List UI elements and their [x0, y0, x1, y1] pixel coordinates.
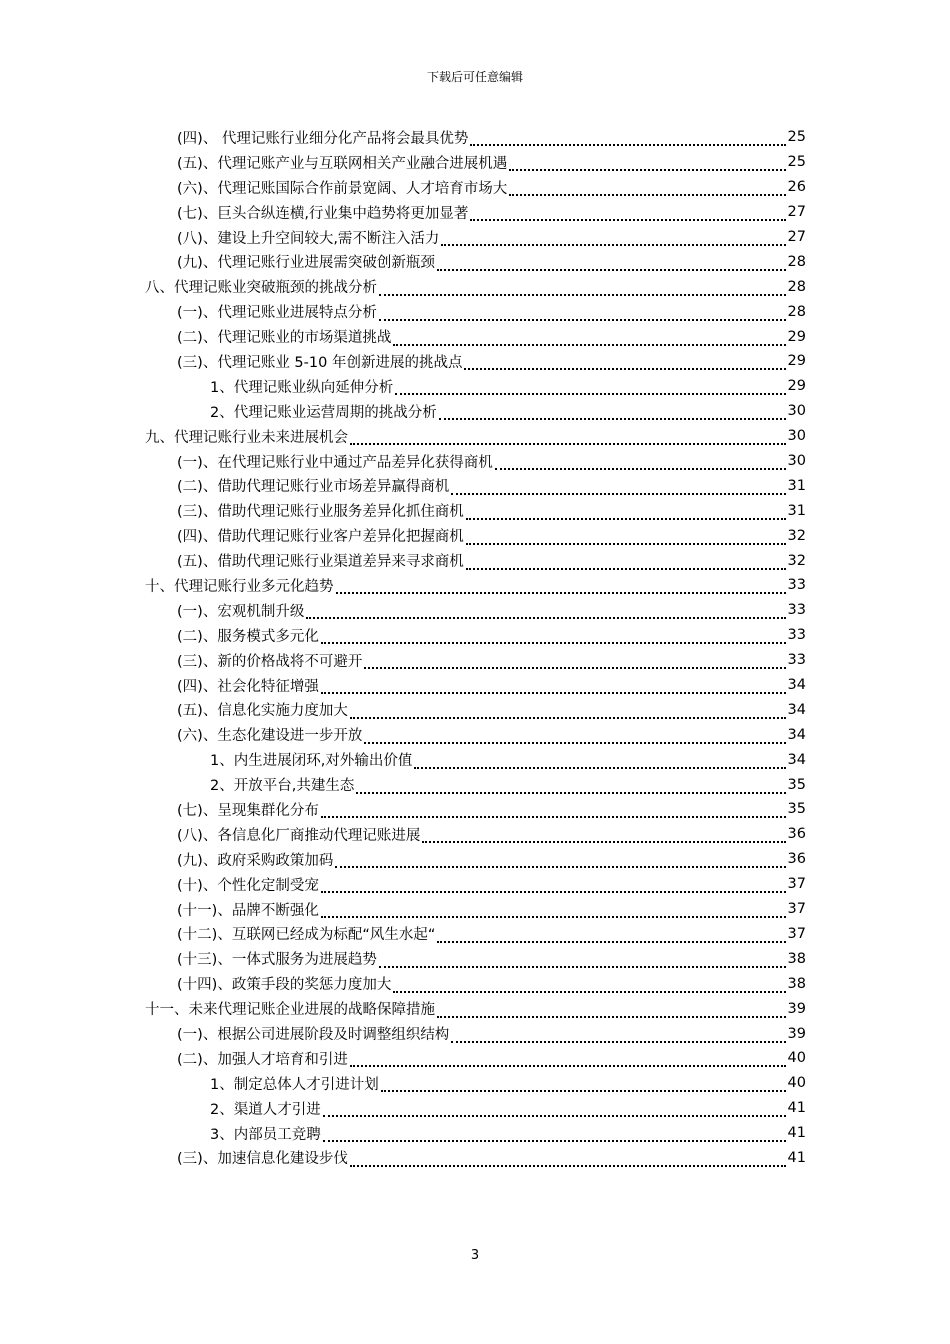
toc-entry[interactable] — [0, 374, 806, 399]
toc-entry-title: (二)、代理记账业的市场渠道挑战 — [177, 330, 392, 347]
toc-entry[interactable] — [0, 772, 806, 797]
toc-entry[interactable] — [0, 872, 806, 897]
toc-entry-page: 36 — [787, 851, 806, 868]
toc-dot-leader — [321, 628, 786, 644]
toc-entry-title: (七)、巨头合纵连横,行业集中趋势将更加显著 — [177, 205, 469, 222]
toc-dot-leader — [321, 877, 786, 893]
toc-entry[interactable] — [0, 1096, 806, 1121]
toc-entry-title: (三)、加速信息化建设步伐 — [177, 1151, 348, 1168]
toc-entry[interactable] — [0, 150, 806, 175]
toc-entry-title: (五)、代理记账产业与互联网相关产业融合进展机遇 — [177, 155, 508, 172]
toc-entry[interactable] — [0, 996, 806, 1021]
toc-entry[interactable] — [0, 847, 806, 872]
toc-entry[interactable] — [0, 324, 806, 349]
toc-entry-title: (十四)、政策手段的奖惩力度加大 — [177, 977, 392, 994]
toc-dot-leader — [321, 902, 786, 918]
toc-dot-leader — [350, 1051, 786, 1067]
toc-entry[interactable] — [0, 623, 806, 648]
toc-entry-title: (九)、代理记账行业进展需突破创新瓶颈 — [177, 255, 435, 272]
toc-dot-leader — [379, 952, 786, 968]
toc-entry-page: 32 — [787, 527, 806, 544]
toc-dot-leader — [321, 802, 786, 818]
toc-entry-page: 35 — [787, 801, 806, 818]
toc-entry-page: 31 — [787, 502, 806, 519]
toc-dot-leader — [306, 603, 785, 619]
toc-entry[interactable] — [0, 822, 806, 847]
toc-entry[interactable] — [0, 946, 806, 971]
toc-entry[interactable] — [0, 673, 806, 698]
toc-entry[interactable] — [0, 424, 806, 449]
toc-dot-leader — [451, 479, 785, 495]
toc-entry-title: (八)、各信息化厂商推动代理记账进展 — [177, 827, 421, 844]
toc-entry[interactable] — [0, 225, 806, 250]
toc-entry-page: 32 — [787, 552, 806, 569]
toc-entry-page: 30 — [787, 428, 806, 445]
toc-dot-leader — [466, 554, 786, 570]
toc-dot-leader — [495, 454, 786, 470]
toc-dot-leader — [441, 230, 785, 246]
toc-entry-page: 29 — [787, 378, 806, 395]
toc-entry-page: 31 — [787, 477, 806, 494]
toc-entry-title: (八)、建设上升空间较大,需不断注入活力 — [177, 230, 440, 247]
toc-entry[interactable] — [0, 498, 806, 523]
toc-dot-leader — [470, 205, 785, 221]
toc-entry-title: (二)、借助代理记账行业市场差异赢得商机 — [177, 479, 450, 496]
toc-entry-title: (十二)、互联网已经成为标配“风生水起“ — [177, 927, 436, 944]
toc-entry-page: 34 — [787, 726, 806, 743]
toc-dot-leader — [437, 255, 786, 271]
toc-dot-leader — [379, 280, 786, 296]
toc-entry-title: (四)、 代理记账行业细分化产品将会最具优势 — [177, 130, 469, 147]
toc-entry-title: (三)、新的价格战将不可避开 — [177, 653, 363, 670]
toc-entry-title: 2、渠道人才引进 — [210, 1101, 321, 1118]
toc-entry-title: 2、代理记账业运营周期的挑战分析 — [210, 404, 437, 421]
toc-entry-page: 25 — [787, 129, 806, 146]
toc-dot-leader — [509, 155, 785, 171]
toc-entry-title: (七)、呈现集群化分布 — [177, 802, 319, 819]
toc-entry-page: 29 — [787, 328, 806, 345]
toc-entry-page: 40 — [787, 1075, 806, 1092]
toc-entry-page: 33 — [787, 602, 806, 619]
toc-entry[interactable] — [0, 797, 806, 822]
toc-entry-page: 36 — [787, 826, 806, 843]
toc-entry-title: 1、制定总体人才引进计划 — [210, 1076, 379, 1093]
toc-dot-leader — [464, 354, 785, 370]
toc-dot-leader — [350, 703, 786, 719]
toc-entry-page: 34 — [787, 701, 806, 718]
toc-entry[interactable] — [0, 1046, 806, 1071]
toc-entry[interactable] — [0, 274, 806, 299]
toc-entry[interactable] — [0, 747, 806, 772]
toc-dot-leader — [356, 778, 785, 794]
page-number: 3 — [470, 1248, 480, 1263]
toc-entry[interactable] — [0, 697, 806, 722]
toc-entry[interactable] — [0, 897, 806, 922]
toc-entry[interactable] — [0, 1071, 806, 1096]
toc-entry-page: 34 — [787, 677, 806, 694]
toc-dot-leader — [364, 653, 785, 669]
toc-dot-leader — [379, 305, 786, 321]
toc-entry-page: 37 — [787, 876, 806, 893]
toc-entry[interactable] — [0, 1121, 806, 1146]
toc-entry-title: 八、代理记账业突破瓶颈的挑战分析 — [145, 280, 377, 297]
toc-entry-page: 37 — [787, 901, 806, 918]
toc-entry-title: 十一、未来代理记账企业进展的战略保障措施 — [145, 1002, 435, 1019]
toc-entry-title: (十)、个性化定制受宠 — [177, 877, 319, 894]
toc-entry-page: 34 — [787, 751, 806, 768]
toc-entry-title: (一)、宏观机制升级 — [177, 603, 305, 620]
toc-entry-page: 41 — [787, 1125, 806, 1142]
toc-entry-title: 九、代理记账行业未来进展机会 — [145, 429, 348, 446]
toc-entry[interactable] — [0, 548, 806, 573]
toc-entry-title: (十一)、品牌不断强化 — [177, 902, 319, 919]
toc-dot-leader — [393, 977, 785, 993]
toc-dot-leader — [381, 1076, 786, 1092]
toc-entry[interactable] — [0, 648, 806, 673]
toc-dot-leader — [422, 827, 785, 843]
toc-entry-page: 33 — [787, 627, 806, 644]
toc-entry[interactable] — [0, 523, 806, 548]
page-header: 下载后可任意编辑 — [426, 70, 523, 84]
toc-entry[interactable] — [0, 349, 806, 374]
toc-entry[interactable] — [0, 249, 806, 274]
toc-dot-leader — [350, 1151, 786, 1167]
toc-entry-title: 2、开放平台,共建生态 — [210, 778, 355, 795]
toc-entry-page: 25 — [787, 154, 806, 171]
toc-entry[interactable] — [0, 573, 806, 598]
toc-entry[interactable] — [0, 473, 806, 498]
toc-entry-title: 1、内生进展闭环,对外输出价值 — [210, 753, 413, 770]
toc-dot-leader — [437, 927, 785, 943]
toc-entry[interactable] — [0, 722, 806, 747]
toc-dot-leader — [437, 1002, 786, 1018]
toc-entry[interactable] — [0, 1021, 806, 1046]
toc-entry-page: 29 — [787, 353, 806, 370]
toc-entry-title: 十、代理记账行业多元化趋势 — [145, 578, 334, 595]
toc-dot-leader — [364, 728, 785, 744]
toc-entry-page: 38 — [787, 975, 806, 992]
toc-entry-title: (一)、根据公司进展阶段及时调整组织结构 — [177, 1027, 450, 1043]
toc-entry-page: 38 — [787, 950, 806, 967]
toc-entry-title: (一)、在代理记账行业中通过产品差异化获得商机 — [177, 454, 493, 471]
toc-entry-page: 27 — [787, 229, 806, 245]
toc-entry-page: 28 — [787, 253, 806, 270]
table-of-contents — [0, 125, 950, 1170]
toc-entry-title: (九)、政府采购政策加码 — [177, 852, 334, 869]
toc-entry[interactable] — [0, 299, 806, 324]
toc-entry-page: 33 — [787, 652, 806, 669]
toc-dot-leader — [439, 404, 786, 420]
toc-entry[interactable] — [0, 1146, 806, 1171]
toc-dot-leader — [470, 130, 785, 146]
toc-entry-title: 3、内部员工竞聘 — [210, 1126, 321, 1143]
toc-entry[interactable] — [0, 125, 806, 150]
toc-entry-title: (二)、加强人才培育和引进 — [177, 1051, 348, 1068]
toc-entry-page: 35 — [787, 776, 806, 793]
toc-dot-leader — [350, 429, 786, 445]
toc-entry[interactable] — [0, 971, 806, 996]
toc-entry[interactable] — [0, 399, 806, 424]
toc-entry-title: (三)、借助代理记账行业服务差异化抓住商机 — [177, 504, 464, 521]
toc-dot-leader — [393, 330, 785, 346]
toc-dot-leader — [323, 1126, 786, 1142]
toc-entry-title: 1、代理记账业纵向延伸分析 — [210, 379, 394, 396]
toc-entry-title: (四)、社会化特征增强 — [177, 678, 319, 695]
toc-dot-leader — [451, 1027, 785, 1043]
toc-entry[interactable] — [0, 175, 806, 200]
toc-dot-leader — [336, 578, 786, 594]
toc-entry-page: 39 — [787, 1000, 806, 1017]
toc-entry[interactable] — [0, 598, 806, 623]
toc-entry[interactable] — [0, 922, 806, 947]
toc-entry[interactable] — [0, 200, 806, 225]
toc-entry-page: 26 — [787, 179, 806, 196]
toc-entry-page: 41 — [787, 1149, 806, 1166]
toc-dot-leader — [321, 678, 786, 694]
toc-entry-title: (十三)、一体式服务为进展趋势 — [177, 952, 377, 969]
toc-dot-leader — [414, 753, 785, 769]
toc-entry-title: (一)、代理记账业进展特点分析 — [177, 305, 377, 322]
toc-entry-page: 39 — [787, 1025, 806, 1042]
toc-entry-title: (六)、代理记账国际合作前景宽阔、人才培育市场大 — [177, 180, 508, 197]
toc-entry-page: 40 — [787, 1050, 806, 1067]
toc-entry-page: 28 — [787, 303, 806, 320]
toc-entry[interactable] — [0, 449, 806, 474]
toc-entry-page: 28 — [787, 278, 806, 295]
toc-entry-title: (五)、信息化实施力度加大 — [177, 703, 348, 720]
toc-dot-leader — [323, 1101, 786, 1117]
toc-entry-page: 41 — [787, 1100, 806, 1117]
toc-entry-page: 37 — [787, 925, 806, 942]
toc-entry-page: 30 — [787, 453, 806, 470]
toc-dot-leader — [395, 379, 785, 395]
toc-entry-page: 30 — [787, 403, 806, 420]
toc-dot-leader — [466, 504, 786, 520]
toc-entry-title: (五)、借助代理记账行业渠道差异来寻求商机 — [177, 554, 464, 571]
toc-entry-title: (六)、生态化建设进一步开放 — [177, 728, 363, 745]
toc-entry-page: 33 — [787, 577, 806, 594]
toc-entry-page: 27 — [787, 204, 806, 221]
toc-entry-title: (四)、借助代理记账行业客户差异化把握商机 — [177, 529, 464, 546]
toc-dot-leader — [466, 529, 786, 545]
toc-entry-title: (二)、服务模式多元化 — [177, 628, 319, 645]
toc-dot-leader — [335, 852, 785, 868]
toc-entry-title: (三)、代理记账业 5-10 年创新进展的挑战点 — [177, 354, 463, 371]
toc-dot-leader — [509, 180, 785, 196]
